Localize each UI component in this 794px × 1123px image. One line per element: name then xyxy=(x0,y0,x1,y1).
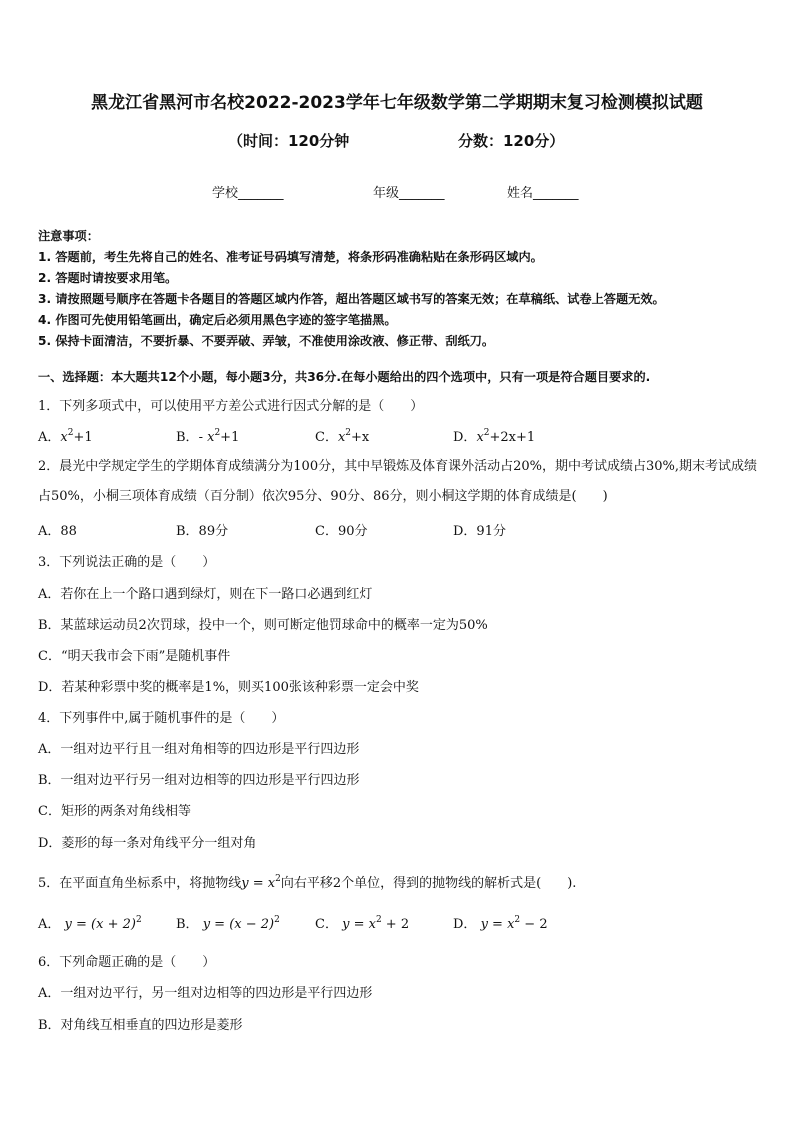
option-a: A．$x^2+1$ xyxy=(38,428,93,445)
option-c: C． $y = x^2 + 2$ xyxy=(315,915,410,932)
exam-score: 分数：120分） xyxy=(458,132,565,150)
option-d: D．$x^2+2x+1$ xyxy=(453,428,536,445)
question-1-stem: 1．下列多项式中，可以使用平方差公式进行因式分解的是（ ） xyxy=(38,399,424,414)
question-4-stem: 4．下列事件中,属于随机事件的是（ ） xyxy=(38,711,285,726)
question-4-option-b: B．一组对边平行另一组对边相等的四边形是平行四边形 xyxy=(38,773,360,788)
question-3-option-c: C．“明天我市会下雨”是随机事件 xyxy=(38,649,231,664)
notice-item: 3. 请按照题号顺序在答题卡各题目的答题区域内作答，超出答题区域书写的答案无效；在草稿纸、试卷上答题无效。 xyxy=(38,292,665,306)
exam-title: 黑龙江省黑河市名校2022-2023学年七年级数学第二学期期末复习检测模拟试题 xyxy=(91,93,703,113)
exam-time: （时间：120分钟 xyxy=(228,132,350,150)
option-a: A．88 xyxy=(38,524,77,539)
question-6-option-b: B．对角线互相垂直的四边形是菱形 xyxy=(38,1018,243,1033)
question-4-option-d: D．菱形的每一条对角线平分一组对角 xyxy=(38,836,257,851)
option-b: B．89分 xyxy=(176,524,229,539)
school-field: 学校_______ xyxy=(212,186,284,201)
notice-section xyxy=(38,226,768,352)
name-field: 姓名_______ xyxy=(507,186,579,201)
notice-item: 1. 答题前，考生先将自己的姓名、准考证号码填写清楚，将条形码准确粘贴在条形码区域内。 xyxy=(38,250,543,264)
option-b: B．- $x^2+1$ xyxy=(176,428,240,445)
notice-item: 4. 作图可先使用铅笔画出，确定后必须用黑色字迹的签字笔描黑。 xyxy=(38,313,397,327)
section-heading: 一、选择题：本大题共12个小题，每小题3分，共36分.在每小题给出的四个选项中，只有一项是符合题目要求的. xyxy=(38,370,651,384)
question-3-option-b: B．某蓝球运动员2次罚球，投中一个，则可断定他罚球命中的概率一定为50% xyxy=(38,618,488,633)
question-6-stem: 6．下列命题正确的是（ ） xyxy=(38,955,216,970)
notice-item: 2. 答题时请按要求用笔。 xyxy=(38,271,178,285)
question-2-stem: 2．晨光中学规定学生的学期体育成绩满分为100分，其中早锻炼及体育课外活动占20%，期中考试成绩占30%,期末考试成绩占50%，小桐三项体育成绩（百分制）依次95分、90分、86分，则小桐这学期的体育成绩是( ) xyxy=(38,459,758,504)
question-6-option-a: A．一组对边平行，另一组对边相等的四边形是平行四边形 xyxy=(38,986,373,1001)
question-3-stem: 3．下列说法正确的是（ ） xyxy=(38,555,216,570)
option-b: B． $y = (x - 2)^2$ xyxy=(176,915,280,932)
option-c: C．$x^2+x$ xyxy=(315,428,370,445)
grade-field: 年级_______ xyxy=(373,186,445,201)
notice-heading: 注意事项： xyxy=(38,229,99,243)
question-5-stem: 5．在平面直角坐标系中，将抛物线$y = x^2$向右平移2个单位，得到的抛物线的解析式是( ). xyxy=(38,874,577,891)
question-3-option-a: A．若你在上一个路口遇到绿灯，则在下一路口必遇到红灯 xyxy=(38,587,373,602)
option-c: C．90分 xyxy=(315,524,368,539)
option-d: D． $y = x^2 - 2$ xyxy=(453,915,548,932)
option-a: A． $y = (x + 2)^2$ xyxy=(38,915,142,932)
option-d: D．91分 xyxy=(453,524,506,539)
question-3-option-d: D．若某种彩票中奖的概率是1%，则买100张该种彩票一定会中奖 xyxy=(38,680,419,695)
question-4-option-a: A．一组对边平行且一组对角相等的四边形是平行四边形 xyxy=(38,742,360,757)
notice-item: 5. 保持卡面清洁，不要折暴、不要弄破、弄皱，不准使用涂改液、修正带、刮纸刀。 xyxy=(38,334,495,348)
question-4-option-c: C．矩形的两条对角线相等 xyxy=(38,804,191,819)
